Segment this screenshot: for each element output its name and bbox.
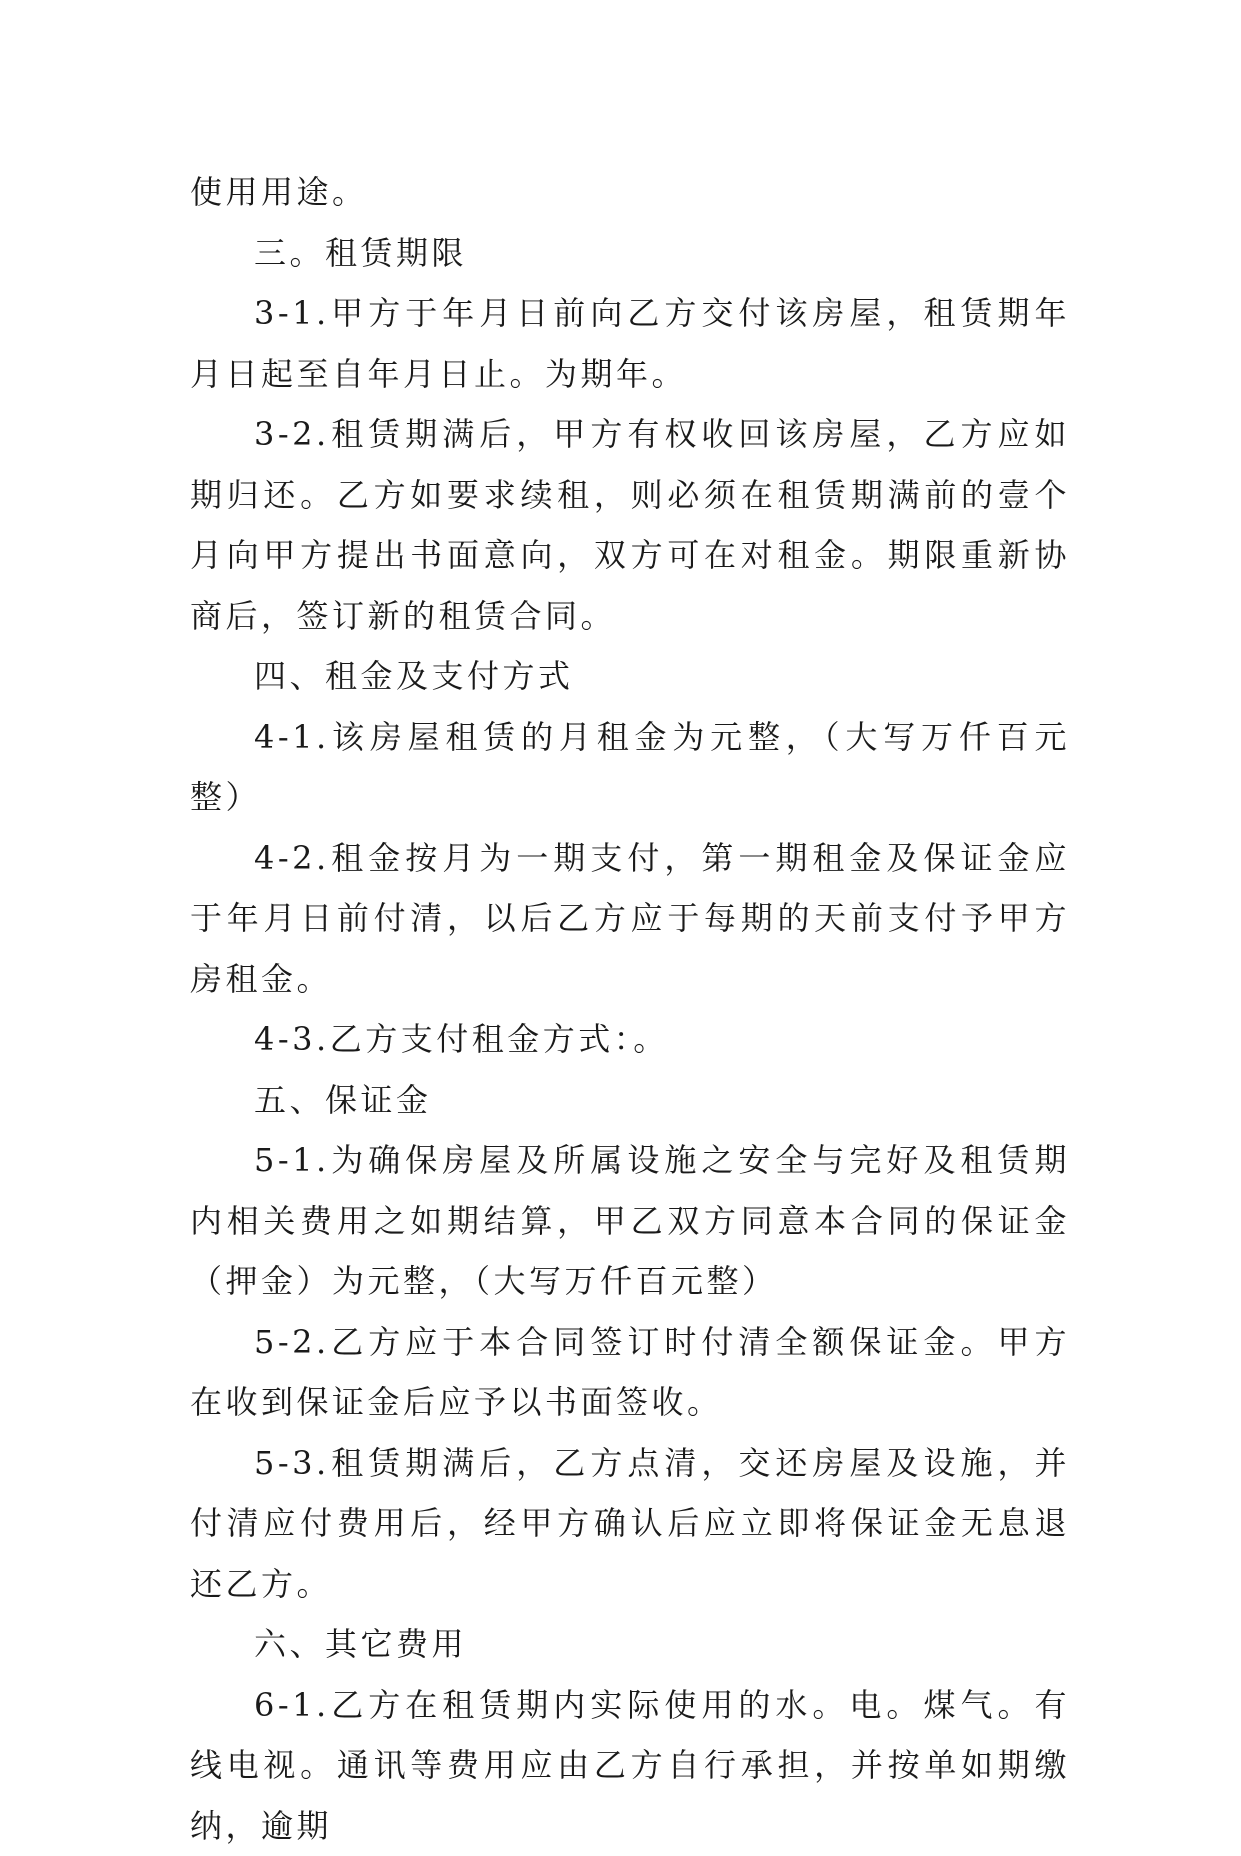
section-heading-rent-payment: 四、租金及支付方式 (190, 646, 1070, 707)
section-heading-lease-term: 三。租赁期限 (190, 223, 1070, 284)
clause-5-2: 5-2.乙方应于本合同签订时付清全额保证金。甲方在收到保证金后应予以书面签收。 (190, 1312, 1070, 1433)
document-body (190, 162, 1070, 1856)
section-heading-other-fees: 六、其它费用 (190, 1614, 1070, 1675)
clause-4-1: 4-1.该房屋租赁的月租金为元整，（大写万仟百元整） (190, 707, 1070, 828)
section-heading-deposit: 五、保证金 (190, 1070, 1070, 1131)
clause-4-3: 4-3.乙方支付租金方式：。 (190, 1009, 1070, 1070)
clause-6-1: 6-1.乙方在租赁期内实际使用的水。电。煤气。有线电视。通讯等费用应由乙方自行承担，并按单如期缴纳，逾期 (190, 1675, 1070, 1856)
clause-5-3: 5-3.租赁期满后，乙方点清，交还房屋及设施，并付清应付费用后，经甲方确认后应立即将保证金无息退还乙方。 (190, 1433, 1070, 1615)
paragraph-continuation: 使用用途。 (190, 162, 1070, 223)
clause-5-1: 5-1.为确保房屋及所属设施之安全与完好及租赁期内相关费用之如期结算，甲乙双方同意本合同的保证金（押金）为元整，（大写万仟百元整） (190, 1130, 1070, 1312)
clause-3-2: 3-2.租赁期满后，甲方有权收回该房屋，乙方应如期归还。乙方如要求续租，则必须在租赁期满前的壹个月向甲方提出书面意向，双方可在对租金。期限重新协商后，签订新的租赁合同。 (190, 404, 1070, 646)
clause-3-1: 3-1.甲方于年月日前向乙方交付该房屋，租赁期年月日起至自年月日止。为期年。 (190, 283, 1070, 404)
clause-4-2: 4-2.租金按月为一期支付，第一期租金及保证金应于年月日前付清，以后乙方应于每期的天前支付予甲方房租金。 (190, 828, 1070, 1010)
